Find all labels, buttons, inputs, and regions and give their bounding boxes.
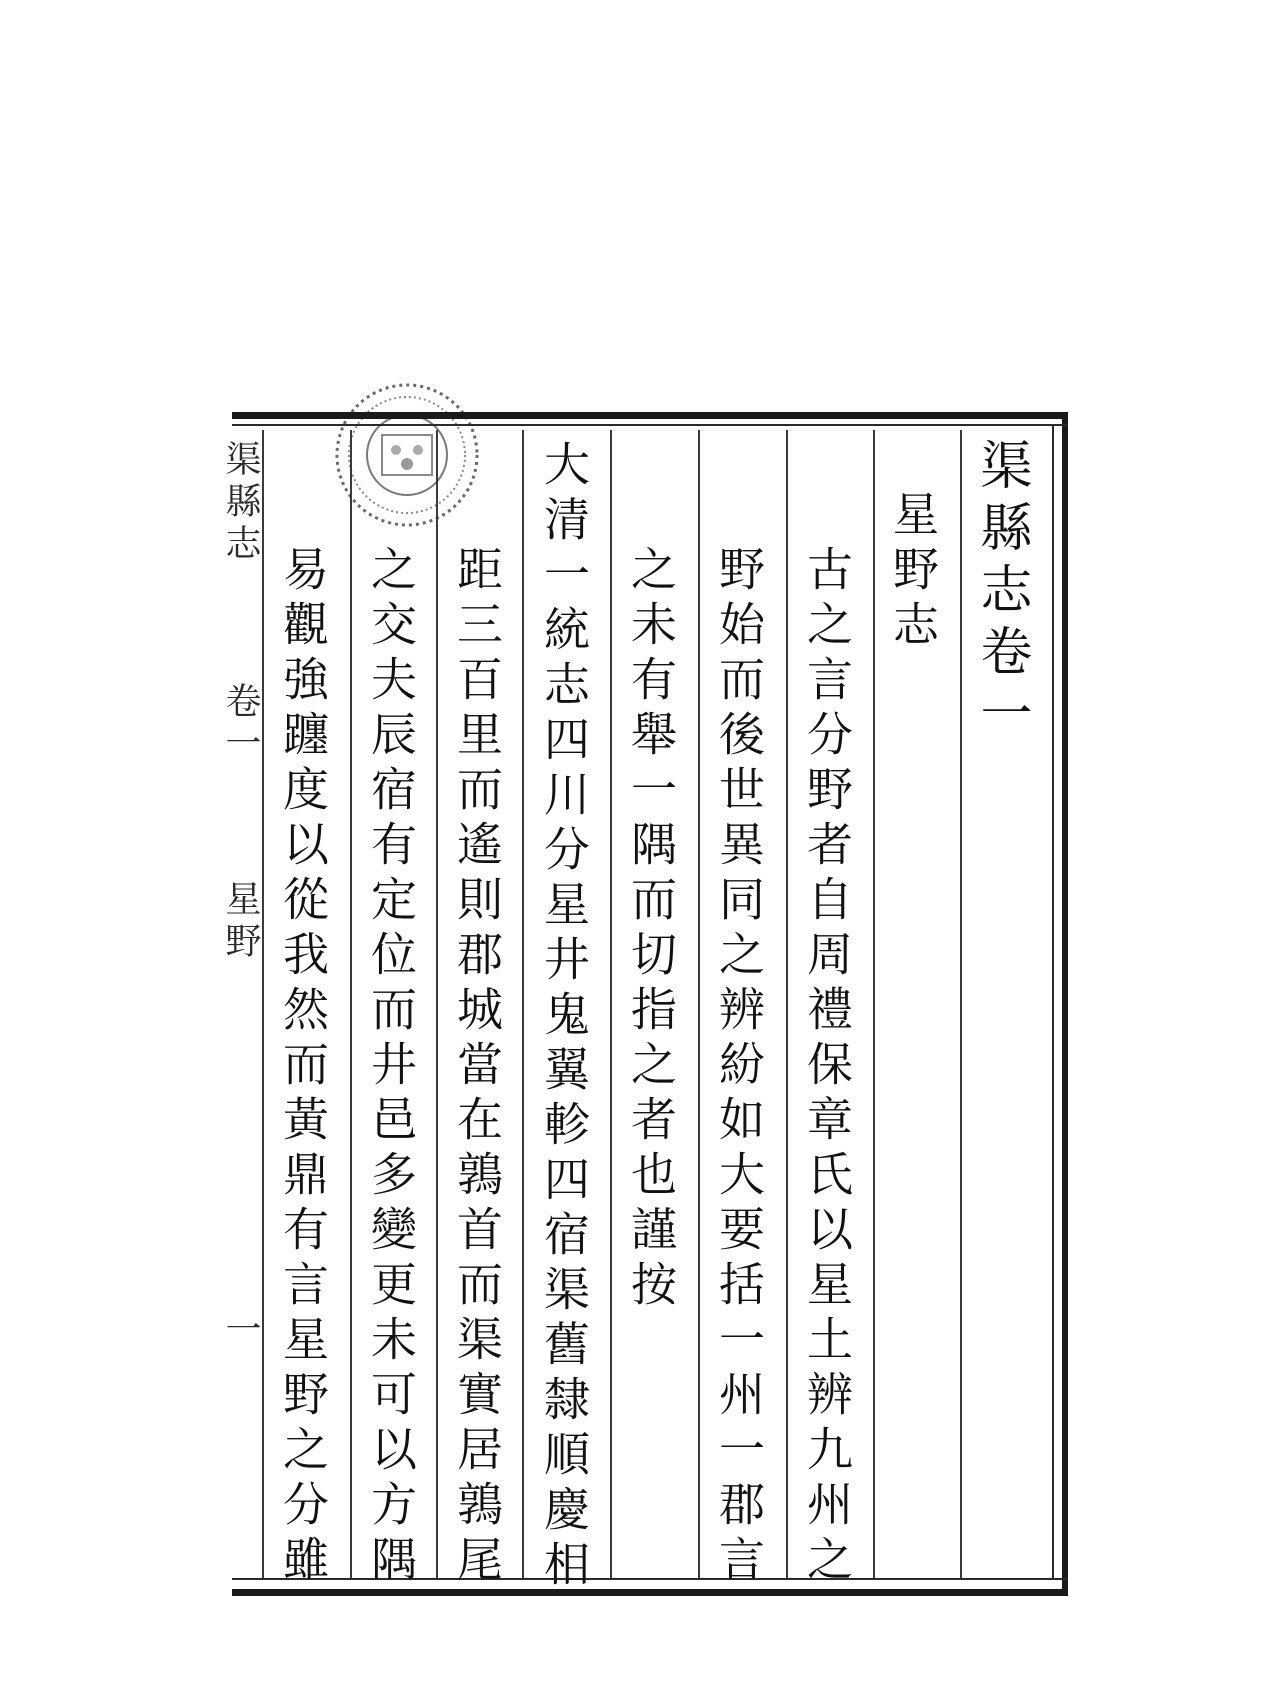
text-column: 之交夫辰宿有定位而井邑多變更未可以方隅 [364,545,418,1590]
text-column: 之未有舉一隅而切指之者也謹按 [624,545,678,1315]
column-rule [350,430,352,1578]
margin-book-title: 渠縣志 [220,440,261,566]
column-rule [786,430,788,1578]
column-rule [610,430,612,1578]
margin-section: 星野 [220,880,261,964]
column-rule [436,430,438,1578]
text-column: 易觀強躔度以從我然而黃鼎有言星野之分雖 [276,545,330,1590]
column-rule [262,430,264,1578]
page-border-inner-right [1052,424,1054,1580]
margin-volume: 卷一 [220,682,261,766]
column-rule [522,430,524,1578]
volume-title: 渠縣志卷一 [971,438,1031,748]
text-column: 古之言分野者自周禮保章氏以星土辨九州之 [800,545,854,1590]
column-rule [873,430,875,1578]
column-rule [698,430,700,1578]
text-column: 距三百里而遙則郡城當在鶉首而渠實居鶉尾 [450,545,504,1590]
column-rule [960,430,962,1578]
section-heading: 星野志 [886,490,940,655]
text-column: 大清一統志四川分星井鬼翼軫四宿渠舊隸順慶相 [537,440,591,1595]
text-column: 野始而後世異同之辨紛如大要括一州一郡言 [712,545,766,1590]
page-border-inner-bottom [232,1578,1068,1580]
page-border-inner-top [232,424,1068,426]
margin-page-number: 一 [220,1310,261,1352]
